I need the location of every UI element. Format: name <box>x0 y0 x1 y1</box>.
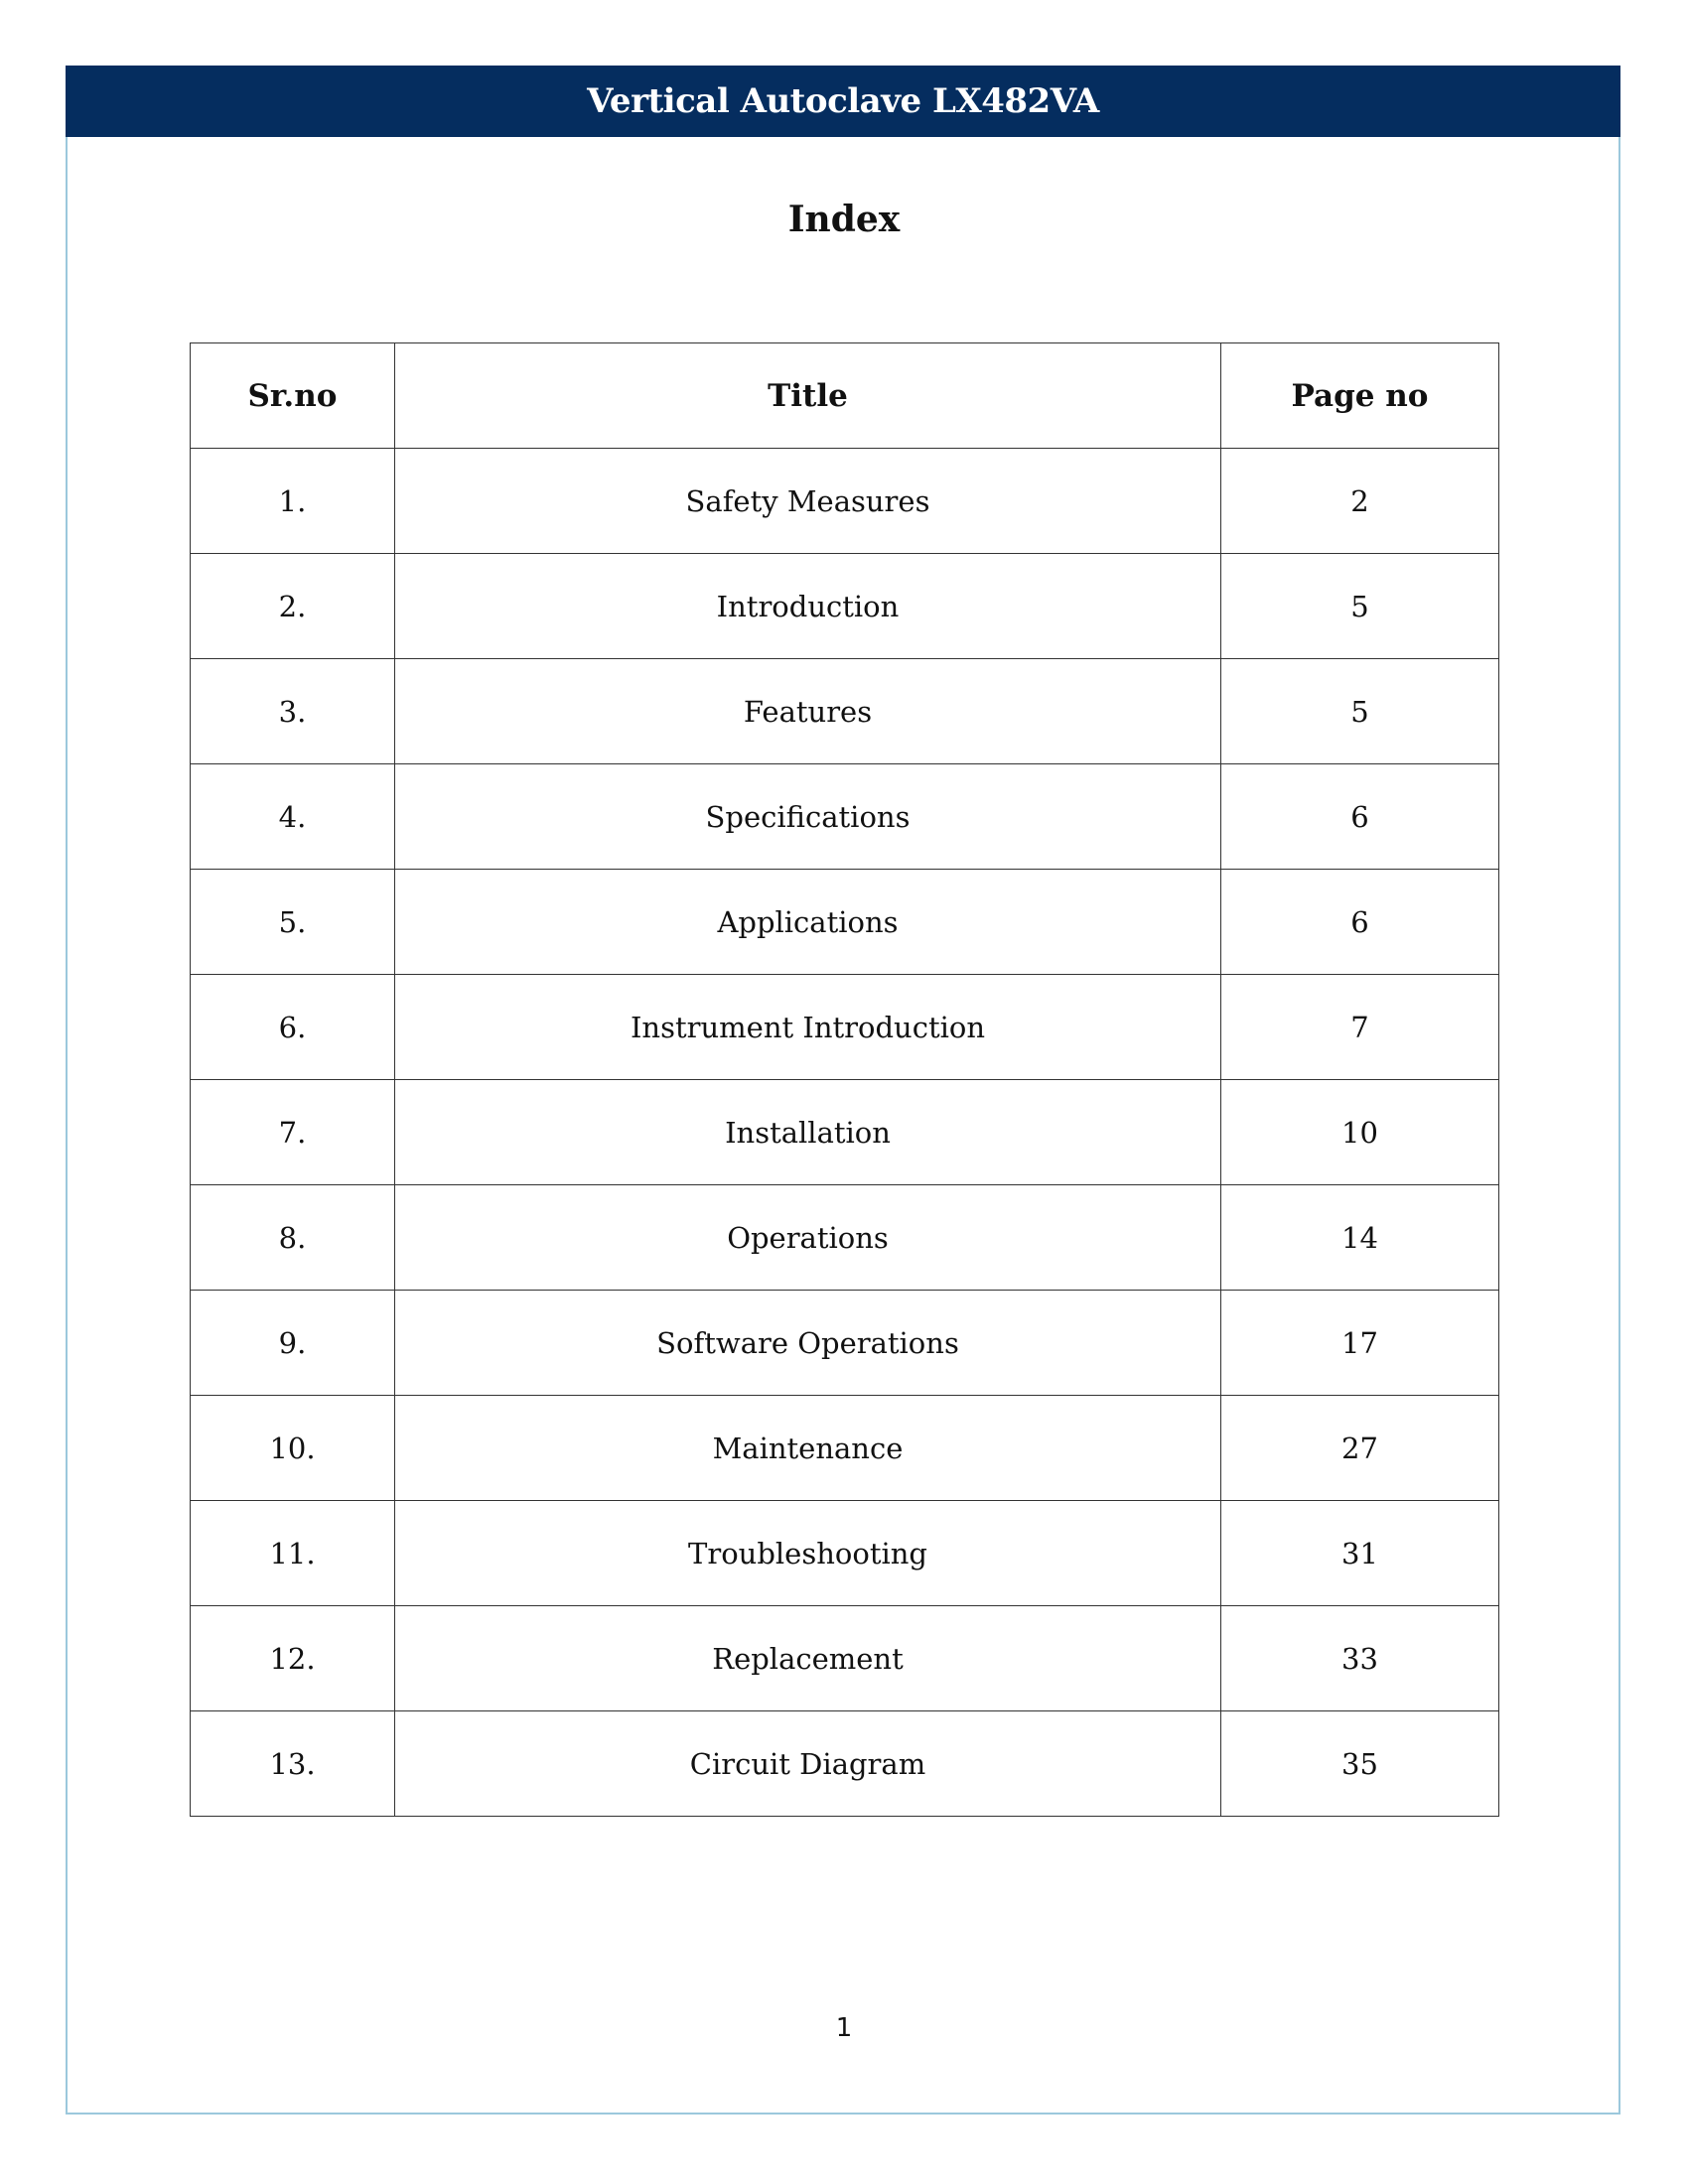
table-row <box>191 554 1499 659</box>
row-page: 33 <box>1221 1606 1499 1711</box>
row-page: 10 <box>1221 1080 1499 1185</box>
index-table <box>190 342 1499 1817</box>
row-title: Maintenance <box>395 1396 1221 1501</box>
table-row <box>191 1396 1499 1501</box>
row-srno: 5. <box>191 870 395 975</box>
document-title: Vertical Autoclave LX482VA <box>587 81 1099 121</box>
row-srno: 2. <box>191 554 395 659</box>
table-row <box>191 1501 1499 1606</box>
row-srno: 4. <box>191 764 395 870</box>
index-heading: Index <box>787 199 901 240</box>
table-header-row <box>191 343 1499 449</box>
row-page: 27 <box>1221 1396 1499 1501</box>
table-row <box>191 870 1499 975</box>
table-row <box>191 1606 1499 1711</box>
row-page: 14 <box>1221 1185 1499 1291</box>
row-srno: 11. <box>191 1501 395 1606</box>
row-page: 6 <box>1221 870 1499 975</box>
table-row <box>191 449 1499 554</box>
row-srno: 8. <box>191 1185 395 1291</box>
row-page: 31 <box>1221 1501 1499 1606</box>
row-title: Circuit Diagram <box>395 1711 1221 1817</box>
row-page: 17 <box>1221 1291 1499 1396</box>
row-srno: 3. <box>191 659 395 764</box>
row-title: Software Operations <box>395 1291 1221 1396</box>
row-srno: 10. <box>191 1396 395 1501</box>
page-number: 1 <box>835 2013 853 2043</box>
row-srno: 6. <box>191 975 395 1080</box>
table-body <box>191 449 1499 1817</box>
row-srno: 7. <box>191 1080 395 1185</box>
row-page: 5 <box>1221 554 1499 659</box>
table-row <box>191 975 1499 1080</box>
row-page: 6 <box>1221 764 1499 870</box>
row-title: Installation <box>395 1080 1221 1185</box>
row-title: Applications <box>395 870 1221 975</box>
table-row <box>191 1185 1499 1291</box>
table-row <box>191 659 1499 764</box>
row-title: Safety Measures <box>395 449 1221 554</box>
row-srno: 9. <box>191 1291 395 1396</box>
header-bar <box>66 66 1620 137</box>
table-row <box>191 1291 1499 1396</box>
column-header-page: Page no <box>1221 343 1499 449</box>
table-row <box>191 764 1499 870</box>
table-row <box>191 1080 1499 1185</box>
row-page: 2 <box>1221 449 1499 554</box>
row-title: Introduction <box>395 554 1221 659</box>
row-page: 7 <box>1221 975 1499 1080</box>
row-title: Instrument Introduction <box>395 975 1221 1080</box>
row-srno: 13. <box>191 1711 395 1817</box>
row-title: Features <box>395 659 1221 764</box>
row-title: Replacement <box>395 1606 1221 1711</box>
row-srno: 12. <box>191 1606 395 1711</box>
row-page: 5 <box>1221 659 1499 764</box>
table-row <box>191 1711 1499 1817</box>
column-header-srno: Sr.no <box>191 343 395 449</box>
row-title: Specifications <box>395 764 1221 870</box>
row-title: Troubleshooting <box>395 1501 1221 1606</box>
row-page: 35 <box>1221 1711 1499 1817</box>
column-header-title: Title <box>395 343 1221 449</box>
row-srno: 1. <box>191 449 395 554</box>
row-title: Operations <box>395 1185 1221 1291</box>
